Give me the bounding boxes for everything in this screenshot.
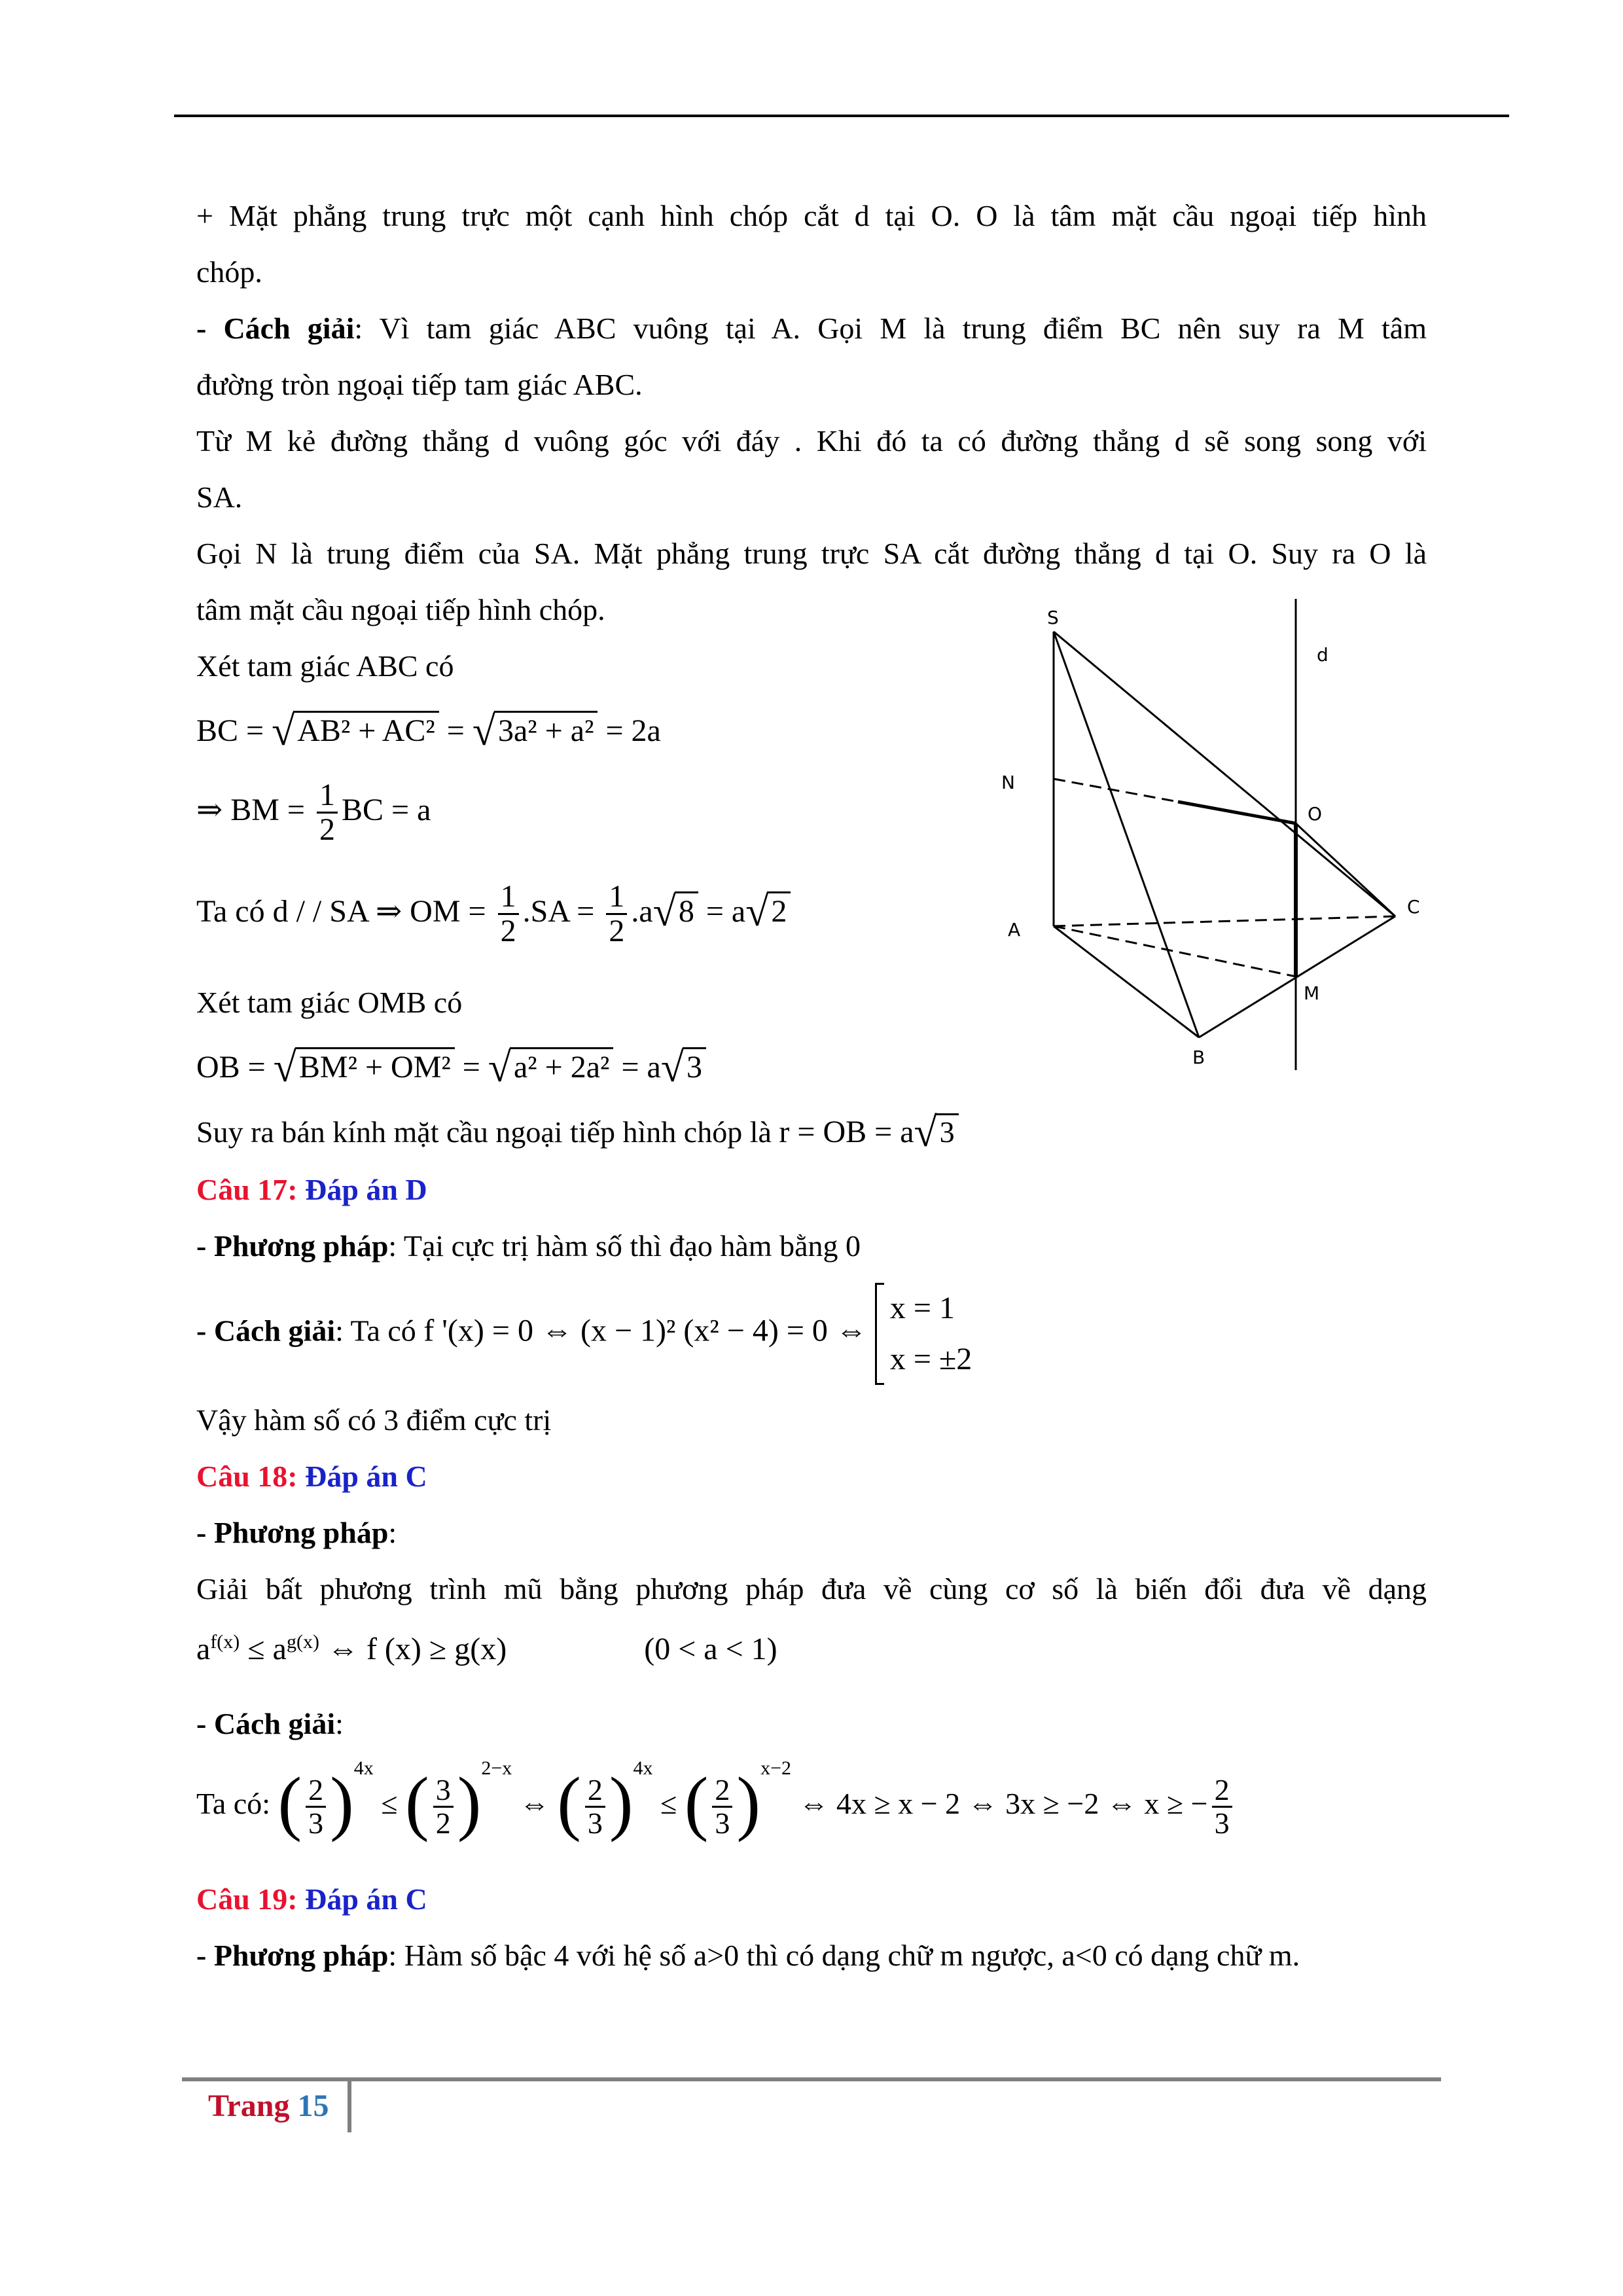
exponent: 4x (353, 1757, 374, 1779)
paren: ) (330, 1763, 354, 1842)
radicand: 3 (683, 1047, 706, 1085)
exponent: 2−x (481, 1757, 512, 1779)
page-value: 15 (297, 2089, 329, 2123)
edge-ac (1054, 916, 1395, 926)
fraction (433, 1774, 454, 1840)
text-span: : Vì tam giác ABC vuông tại A. Gọi M là trung điểm BC nên suy ra M tâm (354, 312, 1427, 345)
radicand: 3a² + a² (494, 711, 597, 749)
text-span: Ta có: (196, 1787, 278, 1820)
text-line: Gọi N là trung điểm của SA. Mặt phẳng trung trực SA cắt đường thẳng d tại O. Suy ra O là (196, 537, 1427, 570)
denominator: 2 (317, 812, 338, 846)
question-18-title (196, 1457, 1427, 1496)
label-a: A (1008, 919, 1021, 941)
segment-oc (1296, 823, 1395, 916)
equation-om (196, 880, 791, 948)
numerator: 1 (609, 879, 625, 914)
text-line: tâm mặt cầu ngoại tiếp hình chóp. (196, 593, 605, 626)
page-label: Trang (208, 2089, 298, 2123)
eq-text: BC = (196, 713, 272, 748)
text-span: Suy ra bán kính mặt cầu ngoại tiếp hình chóp là (196, 1115, 779, 1149)
sqrt-sign: √ (488, 1044, 511, 1090)
text-span: : (388, 1516, 397, 1549)
paren: ( (684, 1763, 709, 1842)
denominator: 2 (498, 913, 519, 948)
text-line: Giải bất phương trình mũ bằng phương pháp đưa về cùng cơ số là biến đổi đưa về dạng (196, 1572, 1427, 1605)
text-span: : Hàm số bậc 4 với hệ số a>0 thì có dạng chữ m ngược, a<0 có dạng chữ m. (388, 1939, 1300, 1972)
text-line (196, 1227, 1427, 1266)
radicand: BM² + OM² (295, 1047, 455, 1085)
exponent: g(x) (286, 1631, 319, 1653)
text-line: + Mặt phẳng trung trực một cạnh hình chóp cắt d tại O. O là tâm mặt cầu ngoại tiếp hình (196, 199, 1427, 232)
text-line: Xét tam giác OMB có (196, 986, 463, 1019)
text-line (196, 1513, 1427, 1552)
text-line: đường tròn ngoại tiếp tam giác ABC. (196, 368, 643, 401)
text-line (196, 1704, 1427, 1744)
text-line: chóp. (196, 255, 262, 289)
numerator: 2 (1214, 1772, 1230, 1806)
label-b: B (1192, 1047, 1205, 1068)
denominator: 3 (306, 1806, 326, 1839)
denominator: 2 (433, 1806, 454, 1839)
answer-label: Đáp án C (305, 1882, 427, 1916)
exponent: f(x) (210, 1631, 240, 1653)
header-rule (174, 115, 1509, 117)
eq-text: ≤ (373, 1787, 406, 1820)
numerator: 1 (319, 778, 335, 812)
eq-text: .SA = (522, 893, 603, 929)
label-c: C (1407, 896, 1420, 918)
footer-divider (348, 2079, 351, 2132)
text-line: Xét tam giác ABC có (196, 649, 454, 683)
eq-text: ≤ (652, 1787, 685, 1820)
eq-text: ⇔ (512, 1787, 558, 1820)
equation-bm (196, 779, 431, 847)
fraction (585, 1774, 605, 1840)
equation-exponential (196, 1757, 1236, 1844)
sqrt-sign: √ (652, 888, 676, 935)
fraction (606, 880, 627, 948)
label-n: N (1001, 772, 1015, 793)
sqrt-sign: √ (273, 1044, 296, 1090)
paren: ) (457, 1763, 482, 1842)
denominator: 3 (1212, 1806, 1232, 1839)
equation-ob (196, 1043, 706, 1092)
numerator: 2 (308, 1772, 324, 1806)
sqrt-sign: √ (272, 708, 295, 754)
numerator: 2 (715, 1772, 730, 1806)
denominator: 3 (585, 1806, 605, 1839)
segment-no (1054, 779, 1178, 802)
question-17-title (196, 1170, 1427, 1210)
radicand: AB² + AC² (293, 711, 439, 749)
question-number: Câu 19: (196, 1882, 306, 1916)
paren: ( (277, 1763, 302, 1842)
equation-inequality-form (196, 1631, 777, 1667)
text-line (196, 1109, 1427, 1155)
label-o: O (1308, 803, 1323, 825)
eq-text: = 2a (597, 713, 661, 748)
footer-rule (182, 2077, 1441, 2081)
text-span: : Tại cực trị hàm số thì đạo hàm bằng 0 (388, 1229, 861, 1263)
label-m: M (1304, 982, 1320, 1004)
label-cach-giai: - Cách giải (196, 312, 355, 345)
fraction (306, 1774, 326, 1840)
eq-text: .a (631, 893, 653, 929)
radicand: a² + 2a² (510, 1047, 613, 1085)
equation-system (875, 1283, 972, 1385)
segment-no-solid (1178, 802, 1296, 823)
eq-text: r = OB = a (779, 1115, 914, 1149)
eq-text: a (196, 1632, 211, 1666)
edge-ab (1054, 926, 1199, 1037)
radicand: 8 (675, 891, 698, 929)
label-cach-giai: - Cách giải (196, 1314, 336, 1348)
text-span: : Ta có (335, 1314, 424, 1348)
eq-text: = (438, 713, 473, 748)
question-number: Câu 18: (196, 1460, 306, 1493)
fraction (498, 880, 519, 948)
sqrt-sign: √ (914, 1109, 937, 1155)
eq-text: BC = a (341, 792, 431, 827)
question-19-title (196, 1880, 1427, 1919)
label-cach-giai: - Cách giải (196, 1707, 336, 1740)
fraction (1212, 1774, 1232, 1840)
eq-text: f '(x) = 0 ⇔ (x − 1)² (x² − 4) = 0 ⇔ (423, 1313, 875, 1348)
text-line (196, 309, 1427, 348)
eq-text: OB = (196, 1050, 274, 1085)
radicand: 3 (936, 1113, 959, 1150)
system-row: x = 1 (889, 1291, 955, 1325)
answer-label: Đáp án D (305, 1173, 427, 1206)
denominator: 3 (712, 1806, 732, 1839)
paren: ( (405, 1763, 429, 1842)
text-span: : (335, 1707, 344, 1740)
numerator: 3 (435, 1772, 451, 1806)
text-line: SA. (196, 480, 243, 514)
eq-text: Ta có d / / SA ⇒ OM = (196, 893, 494, 929)
label-phuong-phap: - Phương pháp (196, 1939, 389, 1972)
sqrt-sign: √ (660, 1044, 684, 1090)
exponent: x−2 (760, 1757, 791, 1779)
eq-text: ⇔ 4x ≥ x − 2 ⇔ 3x ≥ −2 ⇔ x ≥ − (791, 1787, 1208, 1820)
text-line: Từ M kẻ đường thẳng d vuông góc với đáy . Khi đó ta có đường thẳng d sẽ song song với (196, 424, 1427, 457)
radicand: 2 (767, 891, 791, 929)
label-s: S (1047, 607, 1059, 628)
text-line (196, 1936, 1427, 1975)
label-phuong-phap: - Phương pháp (196, 1229, 389, 1263)
pyramid-figure (995, 599, 1466, 1096)
fraction (712, 1774, 732, 1840)
equation-derivative (196, 1283, 972, 1385)
sqrt-sign: √ (472, 708, 495, 754)
exponent: 4x (633, 1757, 653, 1779)
text-line: Vậy hàm số có 3 điểm cực trị (196, 1403, 552, 1437)
sqrt-sign: √ (745, 888, 769, 935)
eq-condition: (0 < a < 1) (644, 1632, 777, 1666)
page-number (208, 2088, 329, 2124)
equation-bc (196, 707, 661, 755)
eq-text: = a (698, 893, 746, 929)
paren: ( (557, 1763, 581, 1842)
denominator: 2 (606, 913, 627, 948)
eq-text: ≤ a (240, 1632, 287, 1666)
question-number: Câu 17: (196, 1173, 306, 1206)
paren: ) (736, 1763, 761, 1842)
numerator: 1 (500, 879, 516, 914)
label-d: d (1317, 644, 1329, 666)
eq-text: ⇔ f (x) ≥ g(x) (319, 1632, 507, 1666)
system-row: x = ±2 (889, 1342, 972, 1376)
fraction (317, 779, 338, 847)
eq-text: = (454, 1050, 488, 1085)
eq-text: ⇒ BM = (196, 792, 313, 827)
numerator: 2 (587, 1772, 603, 1806)
eq-text: = a (613, 1050, 661, 1085)
label-phuong-phap: - Phương pháp (196, 1516, 389, 1549)
answer-label: Đáp án C (305, 1460, 427, 1493)
paren: ) (609, 1763, 633, 1842)
